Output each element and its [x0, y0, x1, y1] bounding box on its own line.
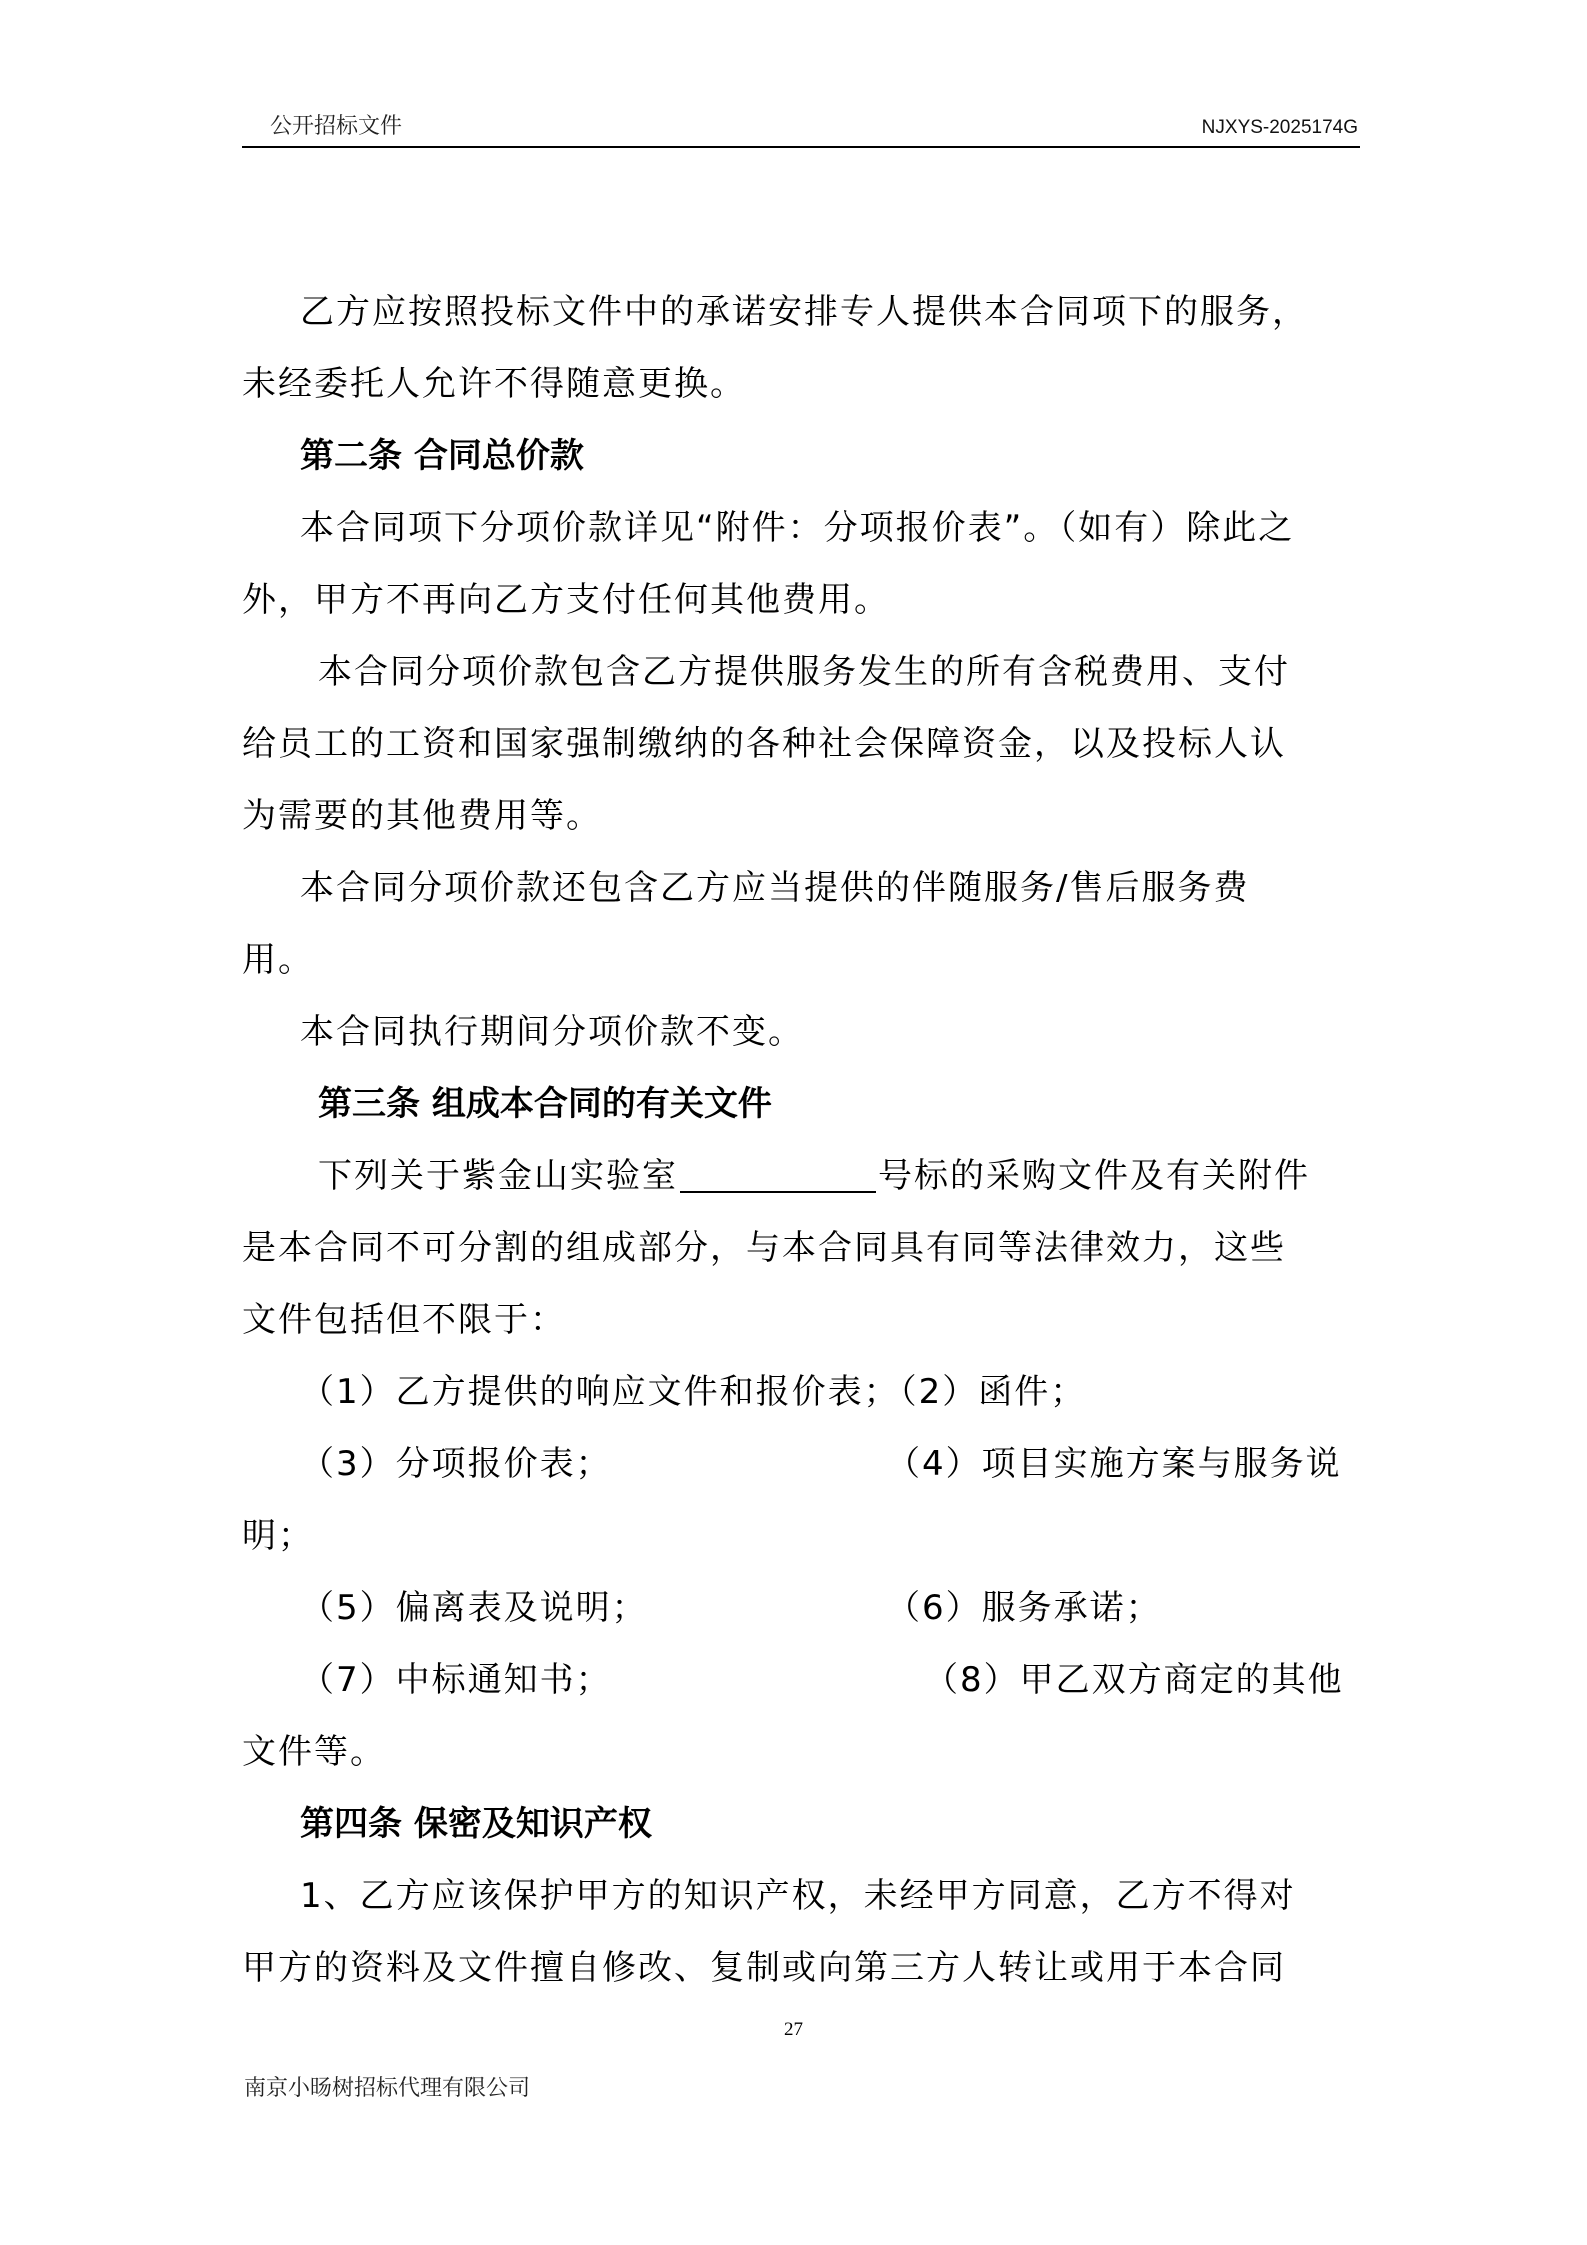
list-item-text: （6）服务承诺； — [886, 1588, 1162, 1628]
article-2-heading — [0, 426, 1587, 486]
paragraph-line — [0, 1938, 1587, 1998]
paragraph-line — [0, 1146, 1587, 1206]
article-heading-text: 第二条 合同总价款 — [300, 436, 584, 476]
paragraph-line — [0, 930, 1587, 990]
article-3-heading — [0, 1074, 1587, 1134]
paragraph-line — [0, 1866, 1587, 1926]
paragraph-text: 本合同项下分项价款详见“附件：分项报价表”。（如有）除此之 — [300, 508, 1295, 548]
fill-in-blank — [680, 1157, 876, 1193]
paragraph-line — [0, 858, 1587, 918]
paragraph-text: 用。 — [242, 940, 314, 980]
paragraph-text: 为需要的其他费用等。 — [242, 796, 602, 836]
paragraph-text: 乙方应按照投标文件中的承诺安排专人提供本合同项下的服务， — [300, 292, 1308, 332]
paragraph-text: 文件包括但不限于： — [242, 1300, 566, 1340]
paragraph-text: 是本合同不可分割的组成部分，与本合同具有同等法律效力，这些 — [242, 1228, 1286, 1268]
paragraph-text-part: 下列关于紫金山实验室 — [318, 1156, 678, 1196]
list-item-text: （4）项目实施方案与服务说 — [886, 1444, 1342, 1484]
paragraph-line — [0, 354, 1587, 414]
paragraph-text: 本合同执行期间分项价款不变。 — [300, 1012, 804, 1052]
article-heading-text: 第三条 组成本合同的有关文件 — [318, 1084, 772, 1124]
paragraph-text: 本合同分项价款包含乙方提供服务发生的所有含税费用、支付 — [318, 652, 1290, 692]
list-item-text: （7）中标通知书； — [300, 1660, 612, 1700]
article-4-heading — [0, 1794, 1587, 1854]
paragraph-line — [0, 1290, 1587, 1350]
article-heading-text: 第四条 保密及知识产权 — [300, 1804, 652, 1844]
paragraph-line — [0, 1002, 1587, 1062]
paragraph-text: 本合同分项价款还包含乙方应当提供的伴随服务/售后服务费 — [300, 868, 1250, 908]
list-item — [0, 1506, 1587, 1566]
paragraph-text: 1、乙方应该保护甲方的知识产权，未经甲方同意，乙方不得对 — [300, 1876, 1296, 1916]
list-item — [0, 1434, 1587, 1494]
paragraph-text: 给员工的工资和国家强制缴纳的各种社会保障资金，以及投标人认 — [242, 724, 1286, 764]
list-item-text: （3）分项报价表； — [300, 1444, 612, 1484]
paragraph-text — [318, 1146, 1310, 1206]
page-header-left: 公开招标文件 — [270, 114, 403, 139]
paragraph-text: 未经委托人允许不得随意更换。 — [242, 364, 746, 404]
page-footer-left: 南京小旸树招标代理有限公司 — [244, 2076, 531, 2101]
paragraph-text-part: 号标的采购文件及有关附件 — [878, 1156, 1310, 1196]
paragraph-line — [0, 498, 1587, 558]
list-item — [0, 1650, 1587, 1710]
list-item-text: （5）偏离表及说明； — [300, 1588, 648, 1628]
page-number: 27 — [784, 2019, 803, 2040]
paragraph-line — [0, 282, 1587, 342]
paragraph-line — [0, 1218, 1587, 1278]
list-item-text: 文件等。 — [242, 1732, 386, 1772]
list-item — [0, 1722, 1587, 1782]
paragraph-line — [0, 786, 1587, 846]
list-item — [0, 1578, 1587, 1638]
paragraph-text: 外，甲方不再向乙方支付任何其他费用。 — [242, 580, 890, 620]
paragraph-line — [0, 570, 1587, 630]
list-item-text: （8）甲乙双方商定的其他 — [924, 1660, 1344, 1700]
list-item-text: （1）乙方提供的响应文件和报价表；（2）函件； — [300, 1372, 1087, 1412]
document-number: NJXYS-2025174G — [1201, 117, 1358, 138]
paragraph-line — [0, 642, 1587, 702]
list-item-text: 明； — [242, 1516, 314, 1556]
list-item — [0, 1362, 1587, 1422]
paragraph-text: 甲方的资料及文件擅自修改、复制或向第三方人转让或用于本合同 — [242, 1948, 1286, 1988]
paragraph-line — [0, 714, 1587, 774]
